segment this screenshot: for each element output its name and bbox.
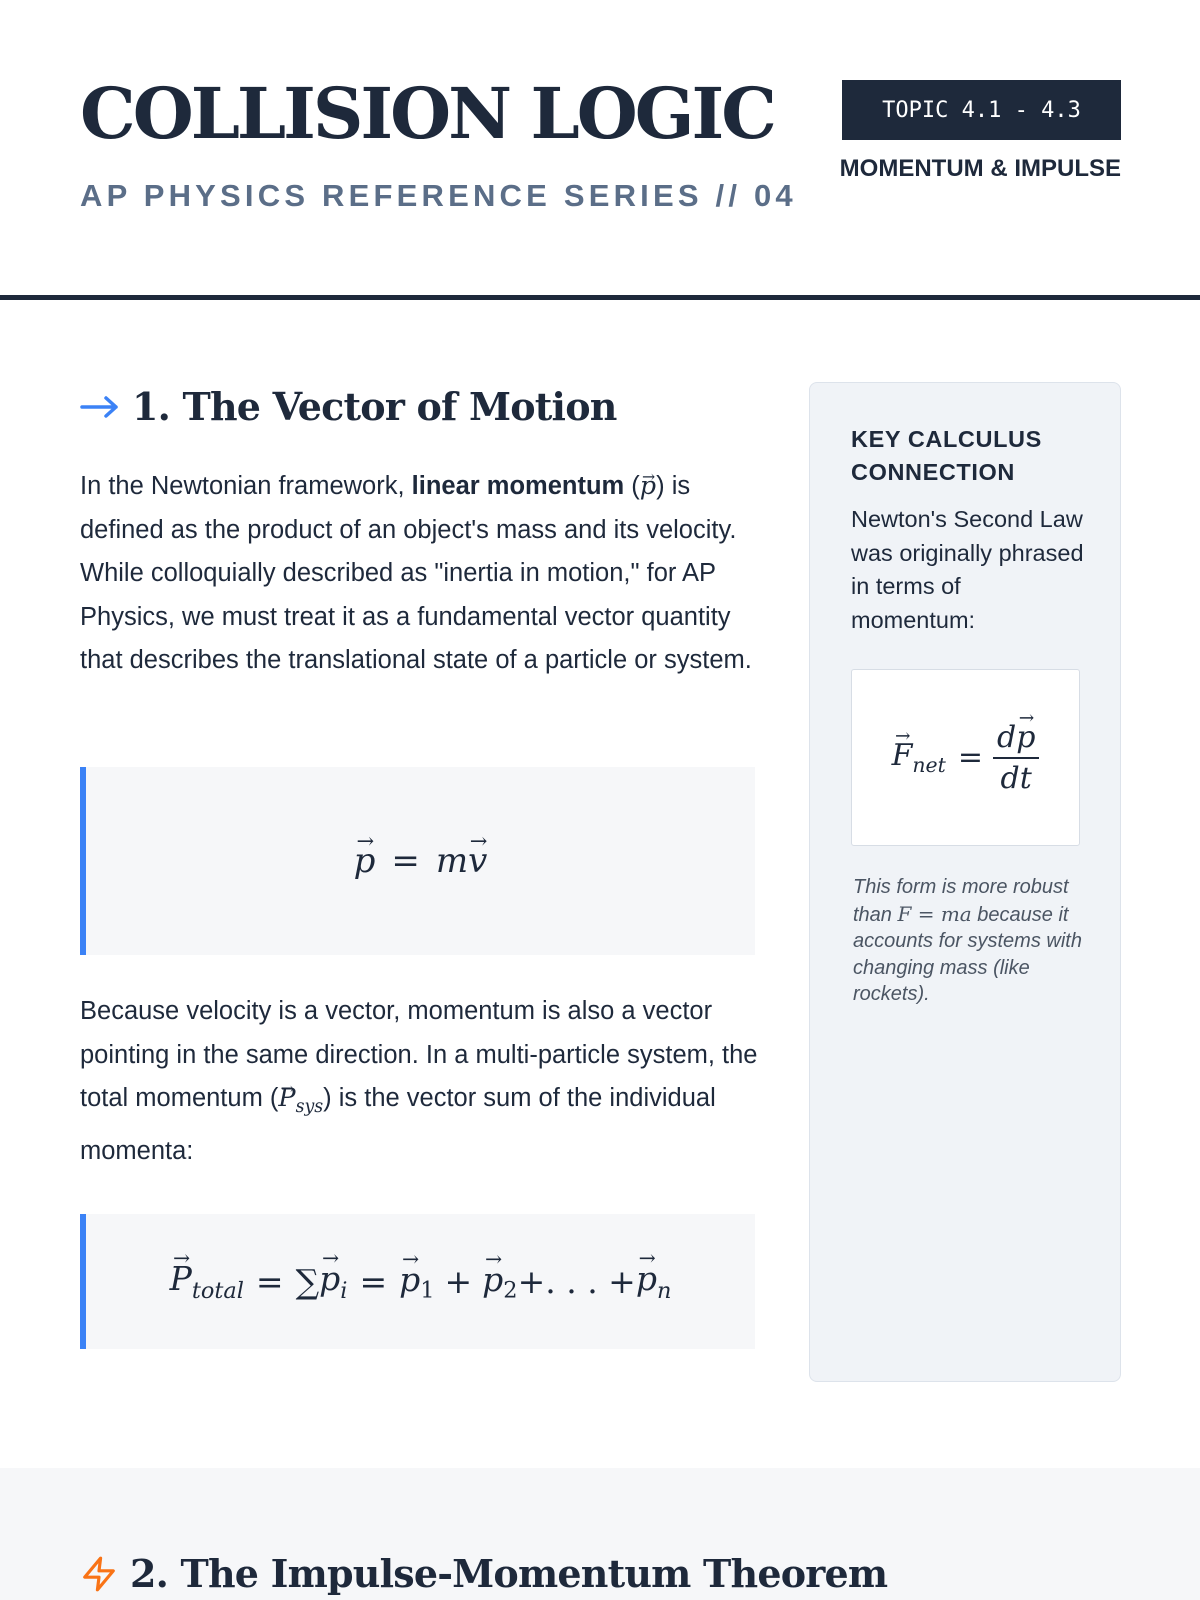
frac-denominator: dt <box>1000 760 1032 796</box>
page-title: COLLISION LOGIC <box>80 72 774 155</box>
psys-subscript: sys <box>295 1097 324 1118</box>
eq2-p2: → p <box>482 1260 503 1299</box>
section-heading <box>80 384 617 429</box>
eq1-m: m <box>435 841 469 881</box>
frac-d: d <box>996 719 1017 755</box>
eq2-sum: ∑ <box>295 1262 320 1301</box>
eq2-pi-sub: i <box>340 1277 348 1304</box>
eq1-p: → p <box>354 841 376 881</box>
momentum-symbol: → p <box>640 465 656 509</box>
series-subtitle: AP PHYSICS REFERENCE SERIES // 04 <box>80 178 797 213</box>
intro-text-end: is defined as the product of an object's mass and its velocity. While colloquially described as "inertia in motion," for AP Physics, we must treat it as a fundamental vector quantity that describes the translational state of a particle or system. <box>80 472 752 674</box>
force-symbol: → F <box>892 738 913 773</box>
eq1-v: → v <box>468 841 487 881</box>
eq2-ellipsis: +. . . + <box>517 1262 636 1301</box>
total-momentum-equation <box>80 1214 755 1349</box>
derivative-fraction <box>993 720 1039 796</box>
eq2-plus: + <box>444 1262 473 1301</box>
panel-title: KEY CALCULUS CONNECTION <box>851 426 1042 485</box>
section2-heading-text: 2. The Impulse-Momentum Theorem <box>130 1551 888 1596</box>
eq2-p1: → p <box>399 1260 420 1299</box>
momentum-equation <box>80 767 755 955</box>
eq2-p2-sub: 2 <box>503 1277 518 1304</box>
page-header <box>0 0 1200 300</box>
eq2-P-sub: total <box>191 1277 244 1304</box>
section2-heading <box>80 1551 887 1596</box>
psys-symbol: → P <box>278 1077 295 1121</box>
eq2-pn-sub: n <box>656 1277 672 1304</box>
intro-paragraph: In the Newtonian framework, linear momentum (→ p) is defined as the product of an object's mass and its velocity. While colloquially described as "inertia in motion," for AP Physics, we must treat it as a fundamental vector quantity that describes the translational state of a particle or system. <box>80 465 760 683</box>
panel-text: Newton's Second Law was originally phrased in terms of momentum: <box>851 506 1084 633</box>
system-text-end: ) is the vector sum of the individual momenta: <box>80 1084 716 1165</box>
calculus-connection-panel <box>809 382 1121 1382</box>
lightning-icon <box>80 1554 118 1594</box>
intro-text-start: In the Newtonian framework, <box>80 472 412 500</box>
section-impulse-momentum <box>0 1468 1200 1600</box>
system-text-start: Because velocity is a vector, momentum is also a vector pointing in the same direction. In a multi-particle system, the total momentum ( <box>80 997 758 1112</box>
eq2-equals-1: = <box>255 1262 284 1301</box>
eq2-pi: → p <box>319 1259 340 1298</box>
note-text-start: This form is more robust than <box>853 876 1069 926</box>
arrow-right-icon <box>80 395 120 419</box>
force-subscript: net <box>912 753 946 778</box>
note-math: F = ma <box>897 901 972 926</box>
section-heading-text: 1. The Vector of Motion <box>132 384 617 429</box>
eq1-equals: = <box>391 841 420 881</box>
panel-note <box>853 874 1083 1008</box>
note-text-end: because it accounts for systems with changing mass (like rockets). <box>853 903 1082 1005</box>
frac-p: → p <box>1016 720 1035 755</box>
topic-subtitle: MOMENTUM & IMPULSE <box>839 155 1121 182</box>
panel-eq-equals: = <box>957 740 983 775</box>
eq2-P: → P <box>170 1259 192 1298</box>
newton-second-law-equation <box>851 669 1080 846</box>
eq2-p1-sub: 1 <box>420 1277 435 1304</box>
eq2-pn: → p <box>636 1259 657 1298</box>
section-vector-of-motion <box>0 300 1200 1468</box>
system-paragraph <box>80 990 760 1173</box>
topic-badge: TOPIC 4.1 - 4.3 <box>842 80 1121 140</box>
eq2-equals-2: = <box>359 1262 388 1301</box>
intro-bold-term: linear momentum <box>411 472 625 500</box>
